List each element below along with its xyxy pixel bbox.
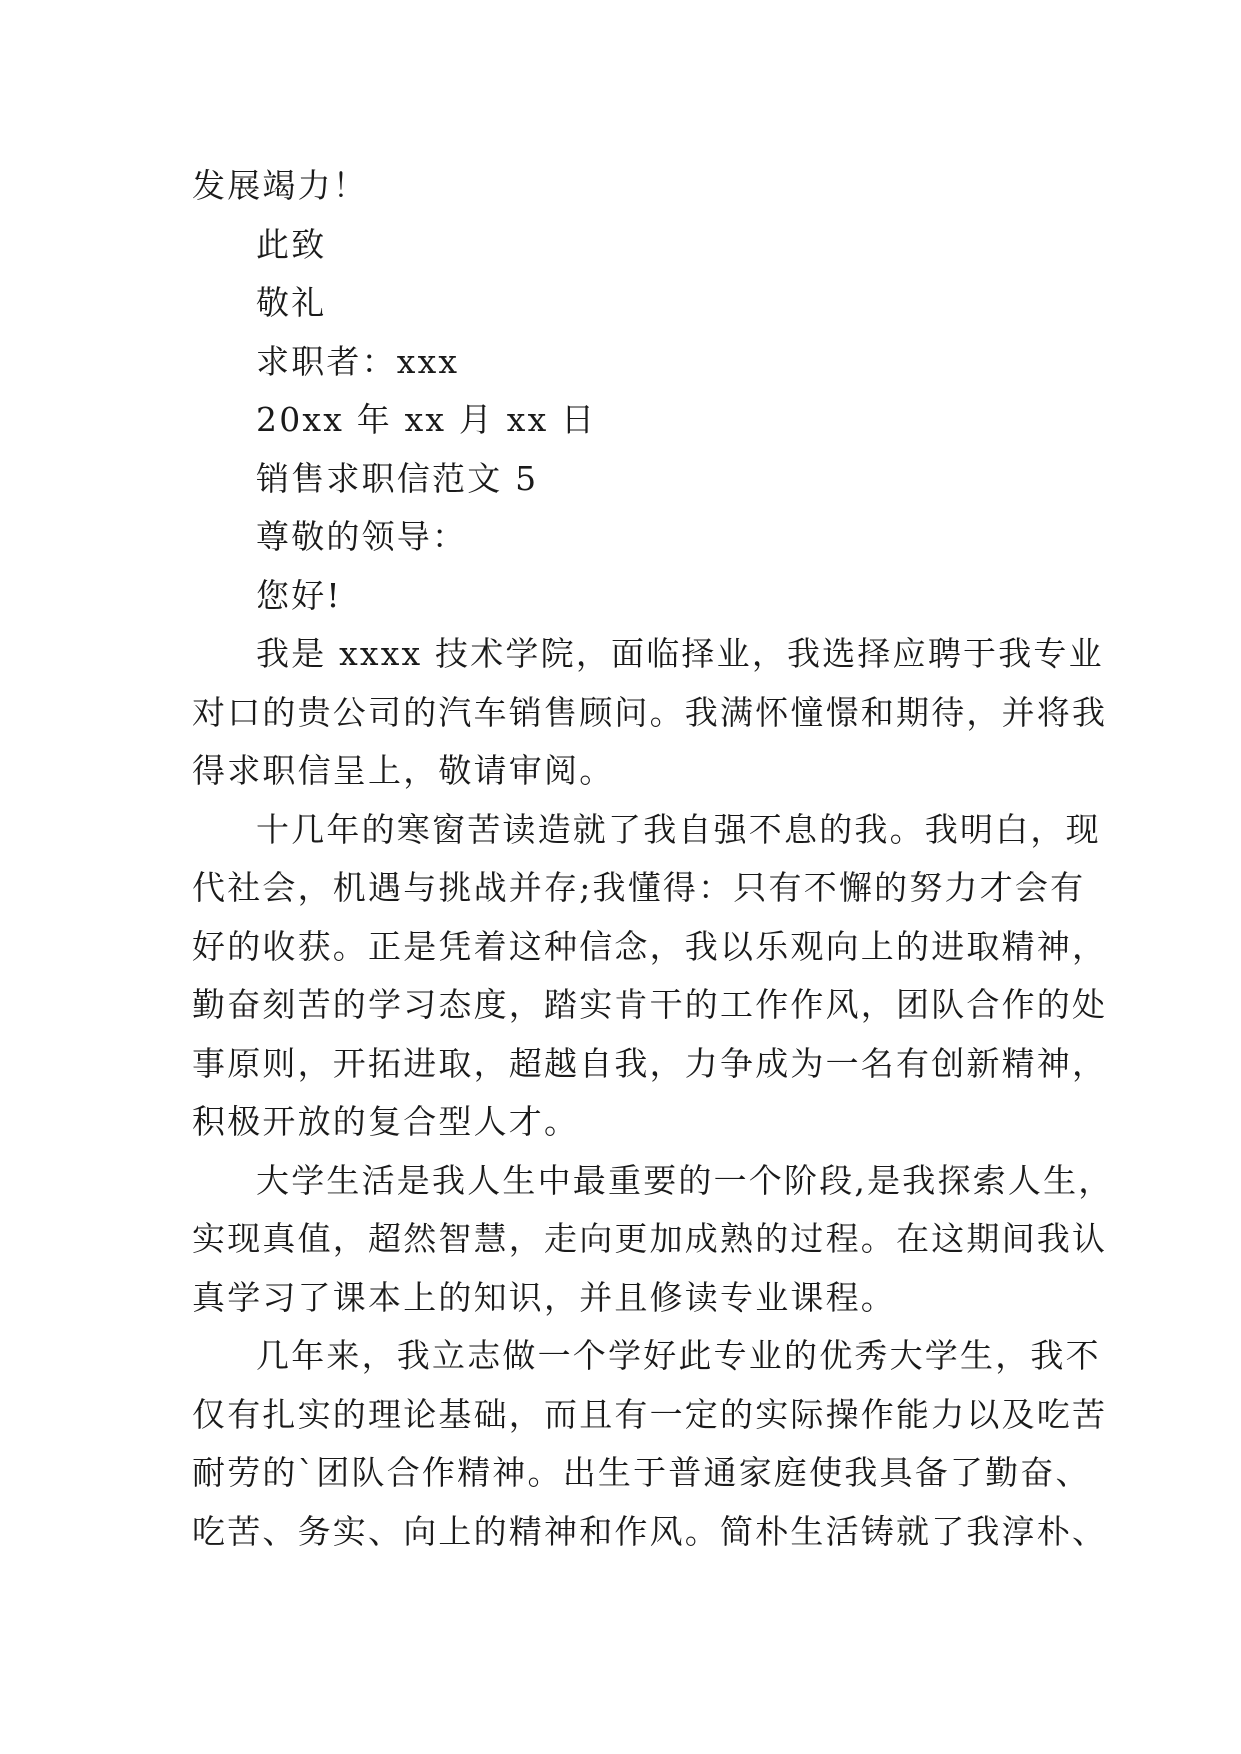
- paragraph-line: 十几年的寒窗苦读造就了我自强不息的我。我明白，现: [256, 809, 1101, 849]
- paragraph-line: 仅有扎实的理论基础，而且有一定的实际操作能力以及吃苦: [192, 1394, 1108, 1434]
- paragraph-line: 得求职信呈上，敬请审阅。: [192, 751, 615, 790]
- date: 20xx 年 xx 月 xx 日: [256, 400, 597, 439]
- greeting: 您好!: [256, 575, 342, 615]
- paragraph-line: 代社会，机遇与挑战并存;我懂得：只有不懈的努力才会有: [192, 868, 1086, 907]
- paragraph-line: 我是 xxxx 技术学院，面临择业，我选择应聘于我专业: [256, 634, 1104, 673]
- signer: 求职者：xxx: [256, 341, 460, 381]
- paragraph-line: 真学习了课本上的知识，并且修读专业课程。: [192, 1277, 896, 1317]
- paragraph-1: [192, 625, 1108, 801]
- paragraph-2: [192, 801, 1108, 1152]
- paragraph-line: 好的收获。正是凭着这种信念，我以乐观向上的进取精神，: [192, 926, 1108, 966]
- paragraph-3: [192, 1152, 1114, 1328]
- paragraph-line: 积极开放的复合型人才。: [192, 1102, 580, 1141]
- paragraph-line: 对口的贵公司的汽车销售顾问。我满怀憧憬和期待，并将我: [192, 692, 1108, 732]
- closing-line: 发展竭力！: [192, 166, 368, 205]
- paragraph-line: 耐劳的`团队合作精神。出生于普通家庭使我具备了勤奋、: [192, 1453, 1091, 1492]
- paragraph-4: [192, 1327, 1108, 1561]
- letter-heading: 销售求职信范文 5: [256, 458, 539, 498]
- salutation-2: 敬礼: [256, 283, 327, 322]
- paragraph-line: 实现真值，超然智慧，走向更加成熟的过程。在这期间我认: [192, 1219, 1108, 1258]
- addressee: 尊敬的领导：: [256, 517, 468, 556]
- paragraph-line: 大学生活是我人生中最重要的一个阶段,是我探索人生，: [256, 1160, 1114, 1200]
- document-page: [192, 157, 1114, 1561]
- salutation-1: 此致: [256, 224, 327, 264]
- paragraph-line: 勤奋刻苦的学习态度，踏实肯干的工作作风，团队合作的处: [192, 985, 1108, 1024]
- paragraph-line: 几年来，我立志做一个学好此专业的优秀大学生，我不: [256, 1336, 1101, 1375]
- paragraph-line: 事原则，开拓进取，超越自我，力争成为一名有创新精神，: [192, 1043, 1108, 1083]
- paragraph-line: 吃苦、务实、向上的精神和作风。简朴生活铸就了我淳朴、: [192, 1511, 1108, 1551]
